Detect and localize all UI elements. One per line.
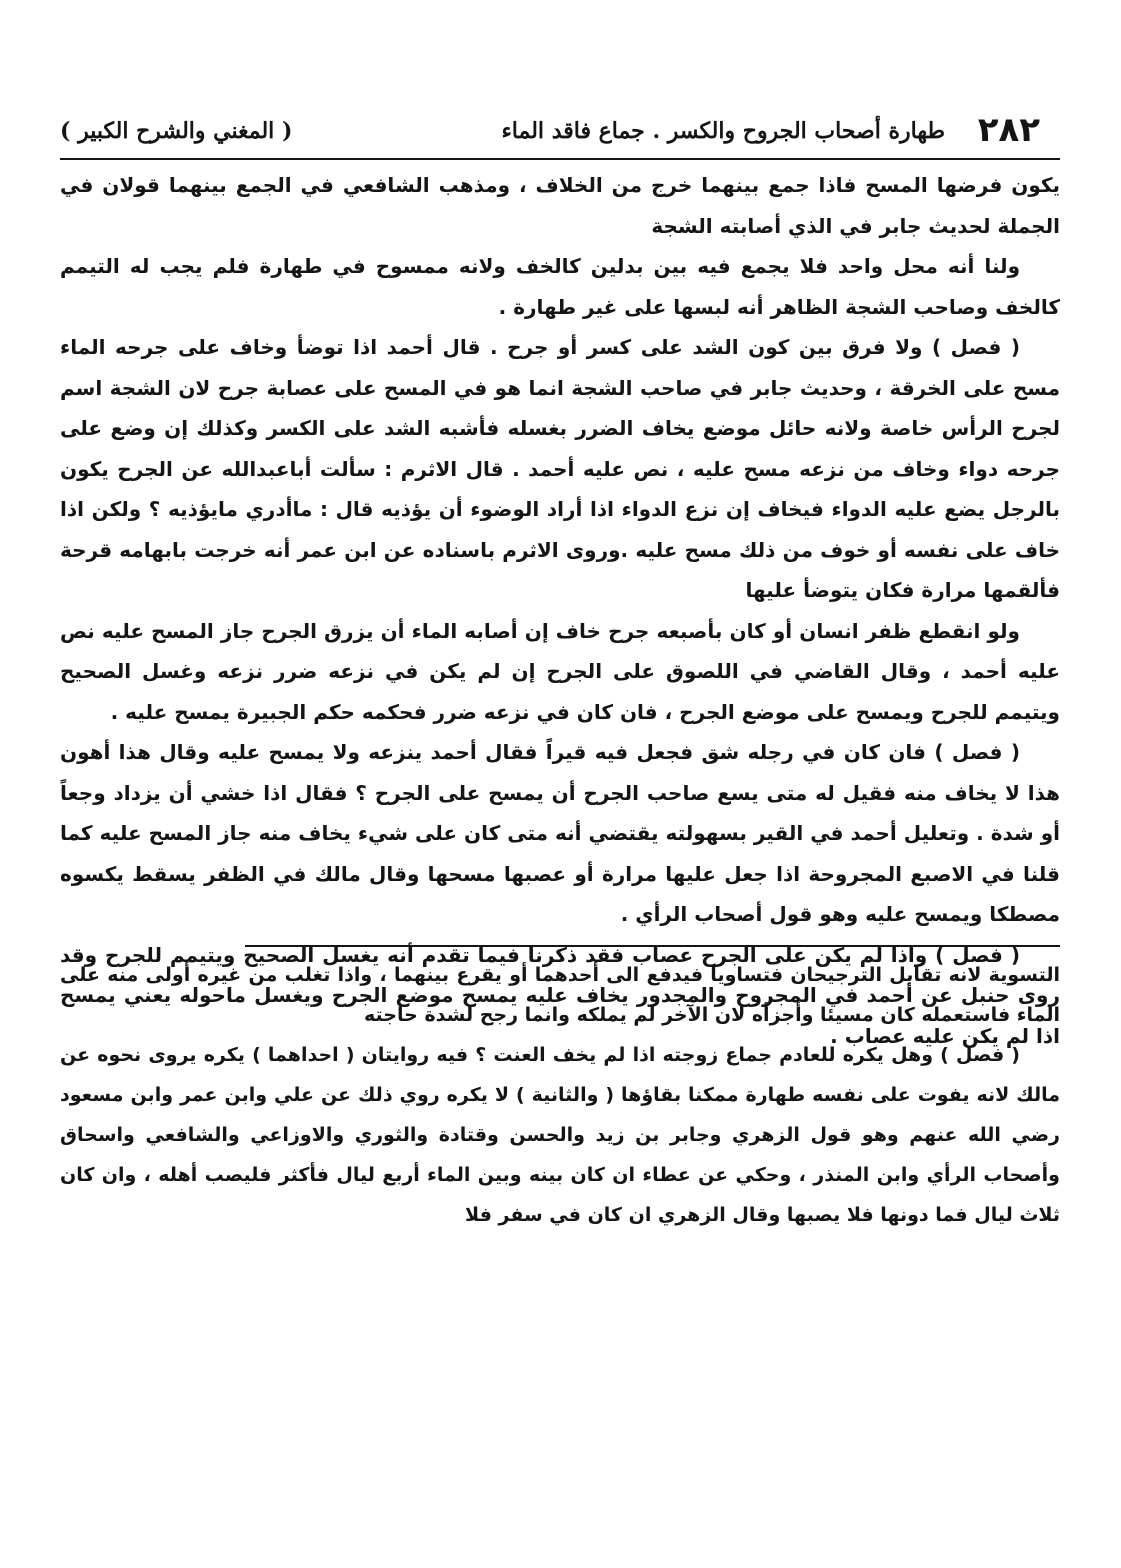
main-paragraph: ( فصل ) واذا لم يكن على الجرح عصاب فقد ذكرنا فيما تقدم أنه يغسل الصحيح ويتيمم للجرح وقد روى حنبل عن أحمد في المجروح والمجدور يخاف عليه يمسح موضع الجرح ويغسل ماحوله يعني يمسح اذا لم يكن عليه عصاب . bbox=[60, 942, 1060, 1048]
main-paragraph: يكون فرضها المسح فاذا جمع بينهما خرج من الخلاف ، ومذهب الشافعي في الجمع بينهما قولان في الجملة لحديث جابر في الذي أصابته الشجة bbox=[60, 173, 1060, 238]
header-rule bbox=[60, 158, 1060, 160]
commentary-paragraph: التسوية لانه تقابل الترجيحان فتساويا فيدفع الى أحدهما أو يقرع بينهما ، واذا تغلب من غيره أولى منه على الماء فاستعمله كان مسيئا وأجزأه لان الآخر لم يملكه وانما رجح لشدة حاجته bbox=[60, 964, 1060, 1026]
main-paragraph: ولو انقطع ظفر انسان أو كان بأصبعه جرح خاف إن أصابه الماء أن يزرق الجرح جاز المسح عليه نص عليه أحمد ، وقال القاضي في اللصوق على الجرح إن لم يكن في نزعه ضرر نزعه وغسل الصحيح ويتيمم للجرح ويمسح على موضع الجرح ، فان كان في نزعه ضرر فحكمه حكم الجبيرة يمسح عليه . bbox=[60, 618, 1060, 724]
running-title: طهارة أصحاب الجروح والكسر . جماع فاقد الماء bbox=[501, 118, 945, 144]
main-paragraph: ولنا أنه محل واحد فلا يجمع فيه بين بدلين كالخف ولانه ممسوح في طهارة فلم يجب له التيمم كالخف وصاحب الشجة الظاهر أنه لبسها على غير طهارة . bbox=[60, 254, 1060, 319]
main-paragraph: ( فصل ) ولا فرق بين كون الشد على كسر أو جرح . قال أحمد اذا توضأ وخاف على جرحه الماء مسح على الخرقة ، وحديث جابر في صاحب الشجة انما هو في المسح على عصابة جرح لان الشجة اسم لجرح الرأس خاصة ولانه حائل موضع يخاف الضرر بغسله فأشبه الشد على الكسر وكذلك إن وضع على جرحه دواء وخاف من نزعه مسح عليه ، نص عليه أحمد . قال الاثرم : سألت أباعبدالله عن الجرح يكون بالرجل يضع عليه الدواء فيخاف إن نزع الدواء اذا أراد الوضوء أن يؤذيه قال : ماأدري مايؤذيه ؟ ولكن اذا خاف على نفسه أو خوف من ذلك مسح عليه .وروى الاثرم باسناده عن ابن عمر أنه خرجت بابهامه قرحة فألقمها مرارة فكان يتوضأ عليها bbox=[60, 335, 1060, 602]
section-divider bbox=[245, 945, 1060, 947]
commentary-text bbox=[60, 955, 1060, 1235]
main-paragraph: ( فصل ) فان كان في رجله شق فجعل فيه قيراً فقال أحمد ينزعه ولا يمسح عليه وقال هذا أهون هذا لا يخاف منه فقيل له متى يسع صاحب الجرح أن يمسح على الجرح ؟ فقال اذا خشي أن يزداد وجعاً أو شدة . وتعليل أحمد في القير بسهولته يقتضي أنه متى كان على شيء يخاف منه جاز المسح عليه كما قلنا في الاصبع المجروحة اذا جعل عليها مرارة أو عصبها مسحها وقال مالك في الظفر يسقط يكسوه مصطكا ويمسح عليه وهو قول أصحاب الرأي . bbox=[60, 740, 1060, 926]
page-number: ٢٨٢ bbox=[977, 110, 1040, 150]
book-title: ( المغني والشرح الكبير ) bbox=[60, 118, 293, 144]
commentary-paragraph: ( فصل ) وهل يكره للعادم جماع زوجته اذا لم يخف العنت ؟ فيه روايتان ( احداهما ) يكره يروى نحوه عن مالك لانه يفوت على نفسه طهارة ممكنا بقاؤها ( والثانية ) لا يكره روي ذلك عن علي وابن عمر وابن مسعود رضي الله عنهم وهو قول الزهري وجابر بن زيد والحسن وقتادة والثوري والاوزاعي والشافعي واسحاق وأصحاب الرأي وابن المنذر ، وحكي عن عطاء ان كان بينه وبين الماء أربع ليال فأكثر فليصب أهله ، وان كان ثلاث ليال فما دونها فلا يصبها وقال الزهري ان كان في سفر فلا bbox=[60, 1044, 1060, 1226]
main-text bbox=[60, 165, 1060, 1056]
page-header bbox=[60, 110, 1060, 160]
book-page bbox=[60, 110, 1060, 1530]
